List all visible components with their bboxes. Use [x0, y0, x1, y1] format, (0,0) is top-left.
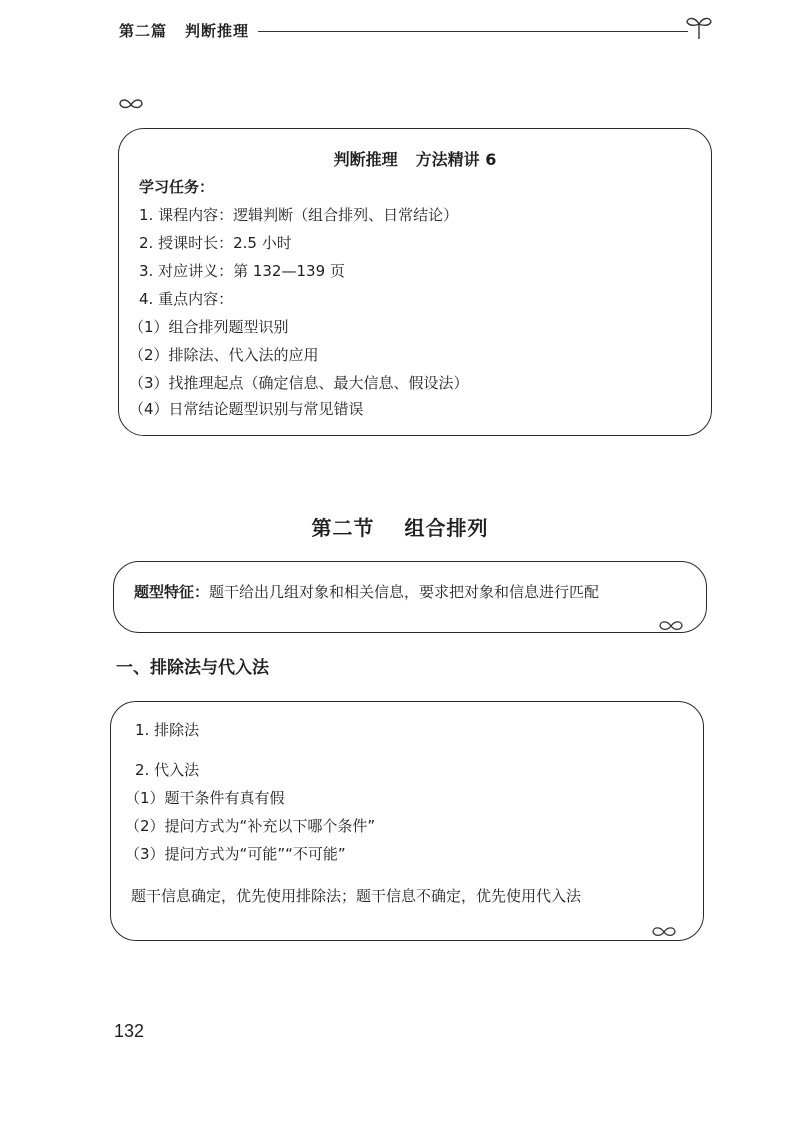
lesson-item: 1. 课程内容：逻辑判断（组合排列、日常结论）: [139, 206, 459, 224]
lesson-sub-item: （4）日常结论题型识别与常见错误: [129, 400, 364, 418]
feature-text: 题干给出几组对象和相关信息，要求把对象和信息进行匹配: [209, 583, 600, 601]
header-title: 判断推理: [185, 22, 250, 40]
header-rule: [258, 31, 688, 32]
methods-box: [110, 701, 704, 941]
section-name: 组合排列: [404, 516, 489, 540]
running-header: [0, 0, 800, 50]
feature-label: 题型特征：: [134, 583, 210, 601]
method-sub-item: （1）题干条件有真有假: [125, 789, 285, 807]
method-item: 2. 代入法: [135, 761, 200, 779]
section-title: [0, 512, 800, 541]
header-text: [119, 20, 249, 41]
sprout-icon: [684, 14, 714, 40]
task-label: 学习任务：: [139, 178, 215, 196]
sprout-icon: [658, 618, 684, 634]
lesson-title: [119, 147, 711, 170]
section-number: 第二节: [311, 516, 375, 540]
method-sub-item: （2）提问方式为“补充以下哪个条件”: [125, 817, 376, 835]
lesson-title-main: 判断推理: [333, 150, 398, 169]
method-sub-item: （3）提问方式为“可能”“不可能”: [125, 845, 346, 863]
lesson-box: [118, 128, 712, 436]
lesson-sub-item: （3）找推理起点（确定信息、最大信息、假设法）: [129, 374, 469, 392]
header-part: 第二篇: [119, 22, 168, 40]
lesson-sub-item: （1）组合排列题型识别: [129, 318, 289, 336]
lesson-title-sub: 方法精讲 6: [415, 150, 497, 169]
feature-box: [113, 561, 707, 633]
feature-line: [134, 582, 599, 602]
sprout-icon: [118, 96, 144, 114]
method-tip: 题干信息确定，优先使用排除法；题干信息不确定，优先使用代入法: [131, 887, 582, 905]
lesson-sub-item: （2）排除法、代入法的应用: [129, 346, 319, 364]
lesson-item: 3. 对应讲义：第 132—139 页: [139, 262, 345, 280]
lesson-item: 4. 重点内容：: [139, 290, 234, 308]
page-number: 132: [114, 1021, 145, 1041]
lesson-item: 2. 授课时长：2.5 小时: [139, 234, 292, 252]
sprout-icon: [651, 924, 677, 940]
method-item: 1. 排除法: [135, 721, 200, 739]
heading-elimination-substitution: 一、排除法与代入法: [116, 658, 269, 678]
